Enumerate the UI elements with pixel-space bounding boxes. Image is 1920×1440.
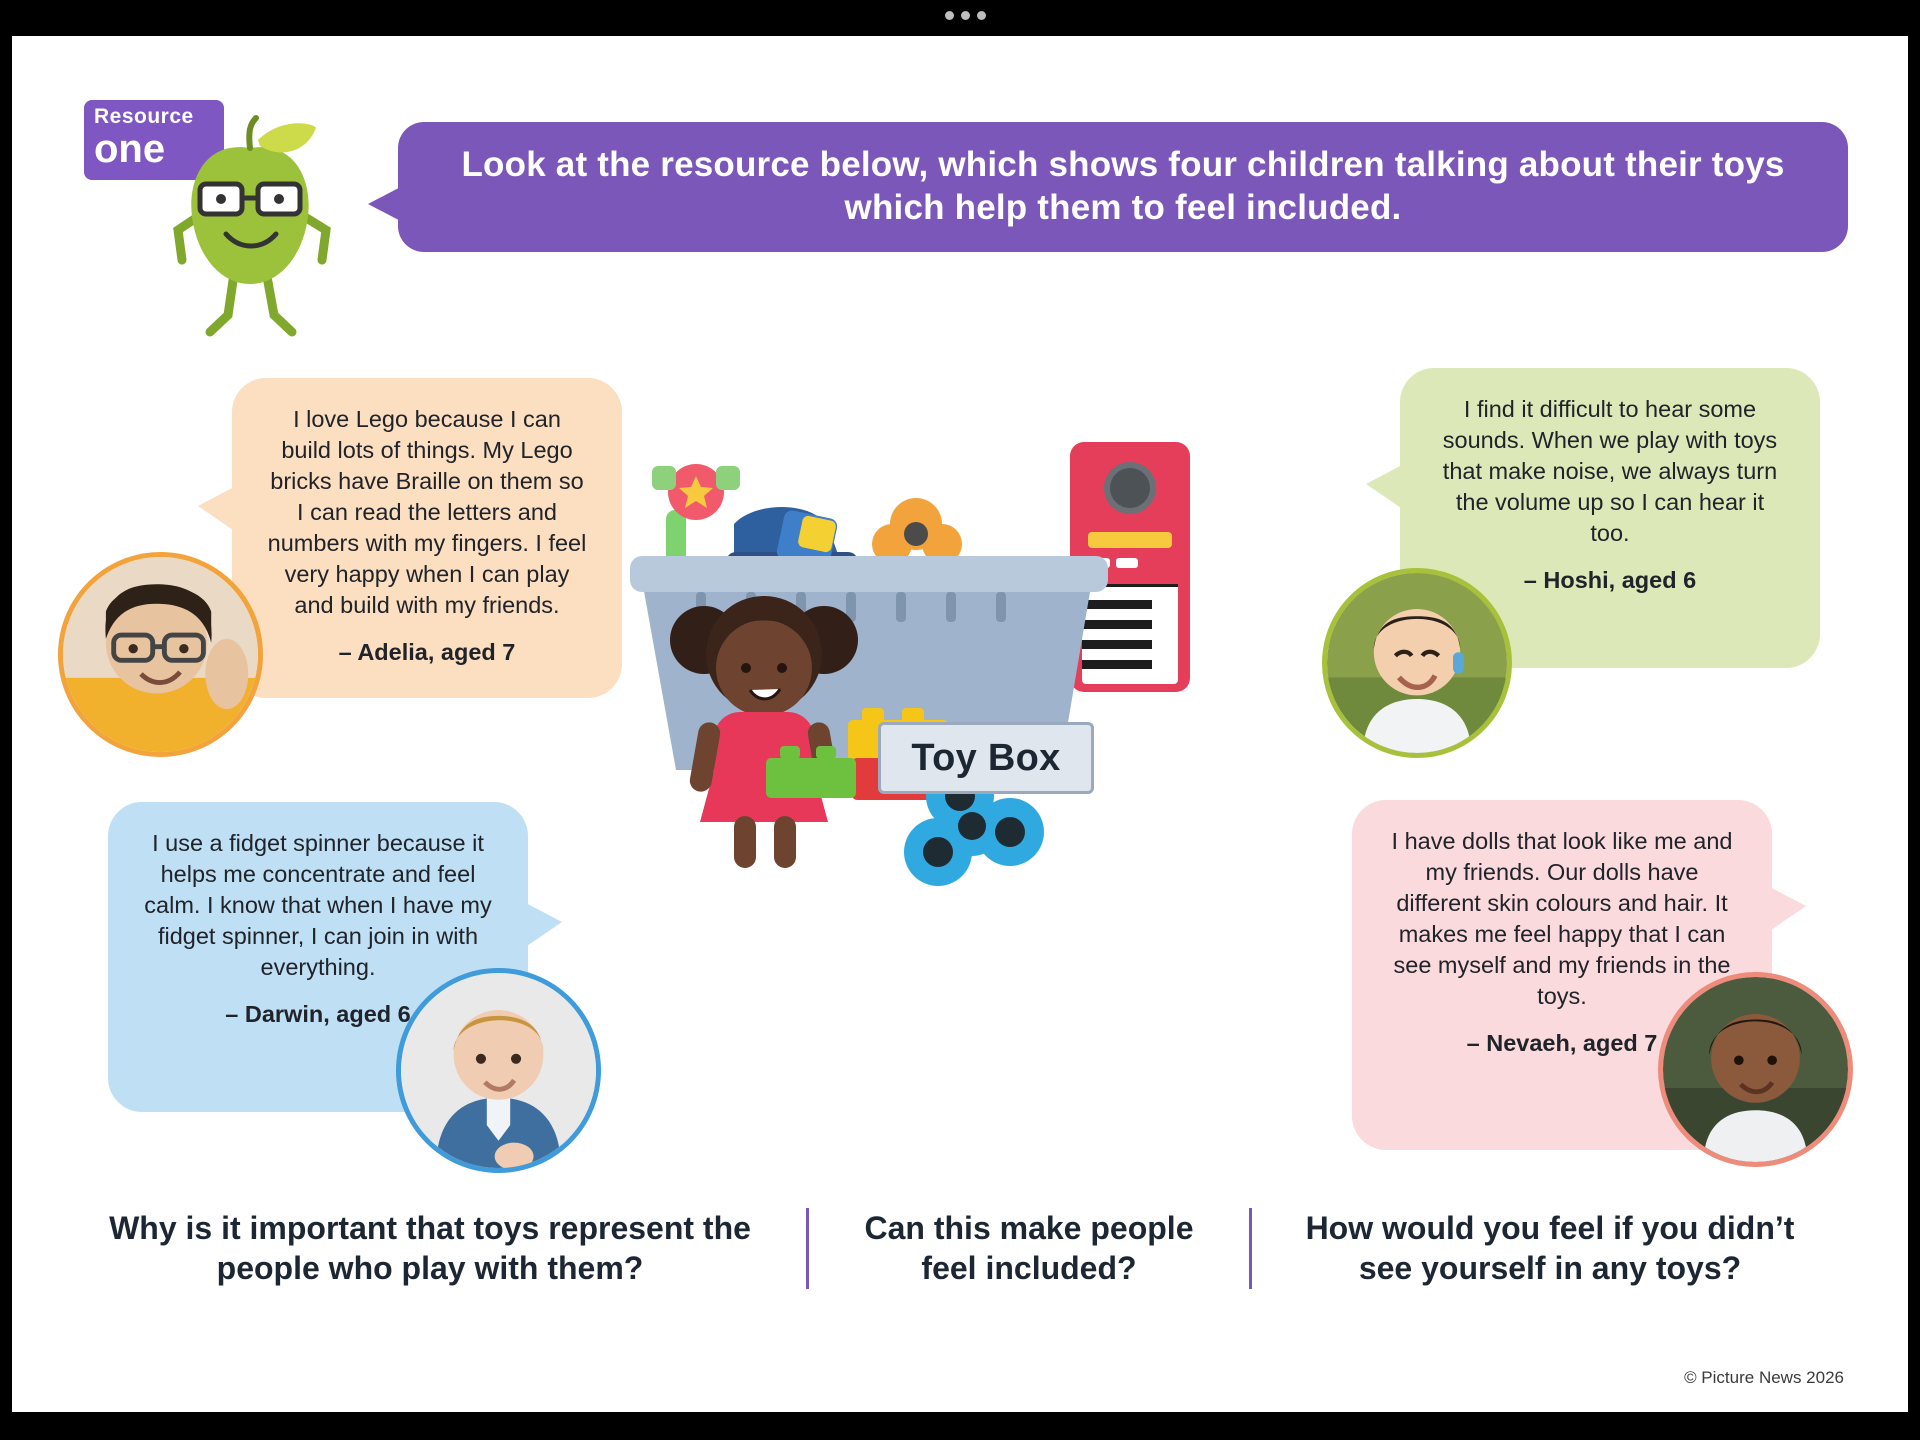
question-1: Why is it important that toys represent the people who play with them? bbox=[109, 1210, 751, 1287]
speech-bubble-tail bbox=[1768, 886, 1806, 932]
window-menu-dots-icon[interactable] bbox=[945, 11, 986, 20]
window-bottom-bar bbox=[0, 1412, 1920, 1440]
speech-bubble-tail bbox=[524, 902, 562, 948]
header-text: Look at the resource below, which shows four children talking about their toys which help them to feel included. bbox=[461, 145, 1785, 227]
copyright-text: © Picture News 2026 bbox=[1684, 1368, 1844, 1387]
resource-badge-line1: Resource bbox=[94, 105, 194, 128]
speech-bubble-tail bbox=[198, 486, 236, 532]
toy-box-label bbox=[878, 722, 1094, 794]
speech-bubble-author: – Hoshi, aged 6 bbox=[1523, 567, 1697, 594]
speech-bubble-text: I use a fidget spinner because it helps me concentrate and feel calm. I know that when I have my fidget spinner, I can join in with everything. bbox=[144, 830, 492, 981]
speech-bubble-adelia bbox=[232, 378, 622, 698]
avatar-nevaeh bbox=[1658, 972, 1853, 1167]
window-right-bar bbox=[1908, 0, 1920, 1440]
speech-bubble-text: I love Lego because I can build lots of things. My Lego bricks have Braille on them so I can read the letters and numbers with my fingers. I feel very happy when I can play and build with my friends. bbox=[267, 406, 587, 619]
avatar-adelia bbox=[58, 552, 263, 757]
question-2: Can this make people feel included? bbox=[806, 1208, 1252, 1289]
apple-mascot-icon bbox=[140, 110, 360, 340]
speech-bubble-tail bbox=[1366, 464, 1404, 510]
speech-bubble-author: – Adelia, aged 7 bbox=[338, 639, 516, 666]
avatar-darwin bbox=[396, 968, 601, 1173]
question-3: How would you feel if you didn’t see yourself in any toys? bbox=[1305, 1210, 1795, 1287]
speech-bubble-text: I have dolls that look like me and my friends. Our dolls have different skin colours and hair. It makes me feel happy that I can see myself and my friends in the toys. bbox=[1391, 828, 1733, 1010]
toy-box-label-text: Toy Box bbox=[911, 736, 1061, 779]
discussion-questions bbox=[80, 1208, 1850, 1338]
speech-bubble-author: – Nevaeh, aged 7 bbox=[1466, 1030, 1658, 1057]
resource-badge-line2: one bbox=[94, 127, 166, 172]
header-banner bbox=[398, 122, 1848, 252]
avatar-hoshi bbox=[1322, 568, 1512, 758]
toy-spinner-small bbox=[872, 498, 962, 564]
speech-bubble-text: I find it difficult to hear some sounds. When we play with toys that make noise, we always turn the volume up so I can hear it too. bbox=[1442, 396, 1778, 547]
speech-bubble-author: – Darwin, aged 6 bbox=[225, 1001, 411, 1028]
window-left-bar bbox=[0, 0, 12, 1440]
